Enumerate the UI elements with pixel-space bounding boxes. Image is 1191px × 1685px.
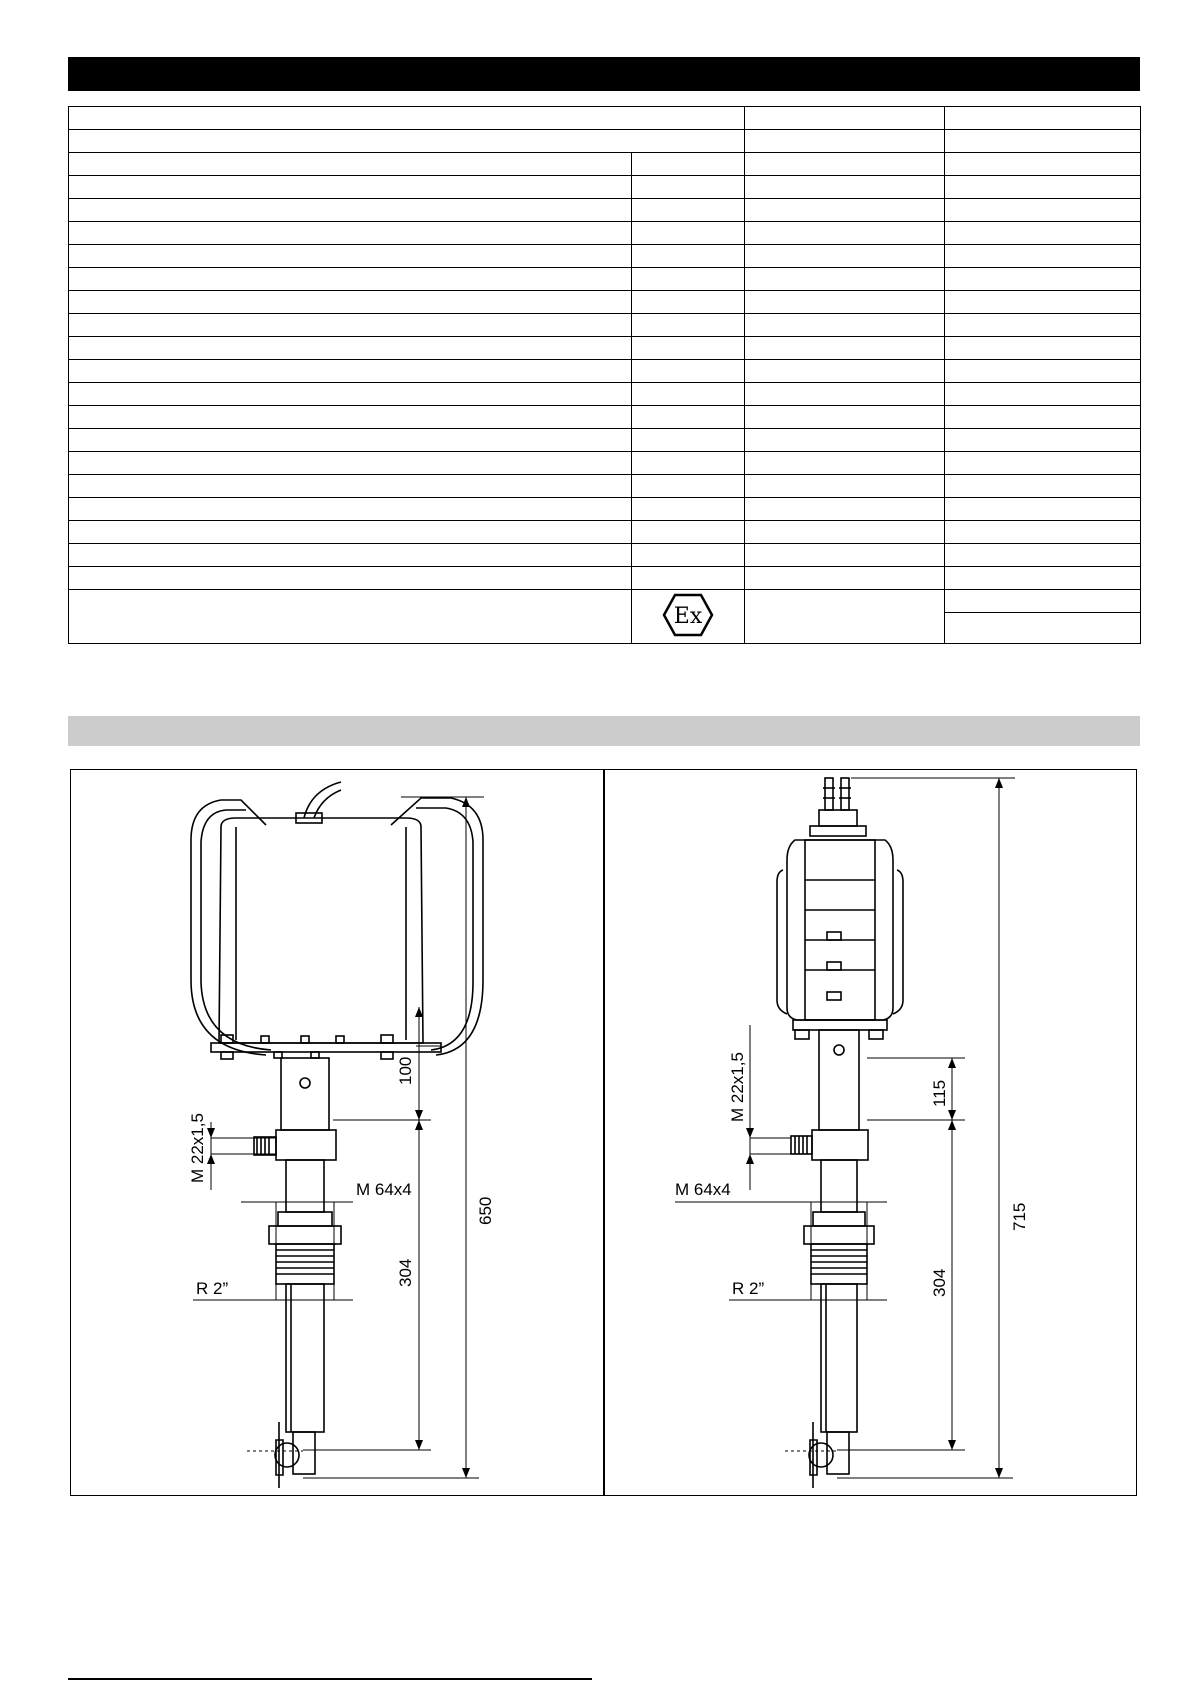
table-cell	[632, 153, 745, 176]
dim-lower-label: 304	[396, 1258, 415, 1287]
table-cell	[745, 429, 945, 452]
table-cell	[69, 383, 632, 406]
table-cell	[69, 429, 632, 452]
thread-connector-label: M 22x1,5	[728, 1052, 747, 1122]
table-cell	[632, 521, 745, 544]
table-cell	[945, 176, 1141, 199]
table-cell	[945, 498, 1141, 521]
table-cell	[632, 475, 745, 498]
table-row	[69, 452, 1141, 475]
ex-cell	[632, 590, 745, 644]
table-cell	[945, 314, 1141, 337]
table-row	[69, 199, 1141, 222]
table-cell	[745, 222, 945, 245]
table-cell	[69, 153, 632, 176]
table-row	[69, 222, 1141, 245]
table-cell	[945, 613, 1141, 644]
table-row	[69, 268, 1141, 291]
dim-upper-label: 100	[396, 1056, 415, 1085]
table-row	[69, 176, 1141, 199]
table-row	[69, 544, 1141, 567]
table-cell	[632, 452, 745, 475]
dim-upper-label: 115	[930, 1079, 949, 1107]
dim-total-label: 650	[476, 1196, 495, 1225]
table-row	[69, 360, 1141, 383]
table-cell	[945, 360, 1141, 383]
table-cell	[945, 245, 1141, 268]
table-cell	[632, 360, 745, 383]
table-cell	[945, 452, 1141, 475]
thread-pipe-label: R 2”	[196, 1279, 229, 1298]
drawing-left	[71, 770, 601, 1494]
table-cell	[745, 521, 945, 544]
table-cell	[745, 452, 945, 475]
table-cell	[632, 199, 745, 222]
table-cell	[69, 360, 632, 383]
table-cell	[945, 521, 1141, 544]
table-row	[69, 314, 1141, 337]
table-row	[69, 475, 1141, 498]
table-cell	[69, 314, 632, 337]
table-row	[69, 429, 1141, 452]
table-cell	[745, 268, 945, 291]
dim-lower-label: 304	[930, 1268, 949, 1297]
table-row	[69, 245, 1141, 268]
table-cell	[69, 544, 632, 567]
table-cell	[69, 222, 632, 245]
drawing-right	[605, 770, 1135, 1494]
table-cell	[69, 452, 632, 475]
thread-main-label: M 64x4	[356, 1180, 412, 1199]
table-row	[69, 498, 1141, 521]
table-cell	[632, 291, 745, 314]
specification-table	[68, 106, 1141, 644]
table-cell	[632, 406, 745, 429]
table-row	[69, 406, 1141, 429]
table-cell	[945, 544, 1141, 567]
table-row	[69, 521, 1141, 544]
table-cell	[945, 291, 1141, 314]
table-cell	[745, 544, 945, 567]
table-cell	[632, 268, 745, 291]
table-cell	[69, 245, 632, 268]
table-cell	[69, 521, 632, 544]
table-cell	[945, 268, 1141, 291]
table-cell	[745, 360, 945, 383]
table-cell	[632, 176, 745, 199]
table-cell	[69, 590, 632, 644]
table-cell	[945, 337, 1141, 360]
table-cell	[745, 314, 945, 337]
table-cell	[945, 222, 1141, 245]
ex-symbol-text: Ex	[673, 604, 703, 629]
section-bar	[68, 716, 1140, 746]
table-cell	[69, 498, 632, 521]
thread-main-label: M 64x4	[675, 1180, 731, 1199]
table-cell	[69, 406, 632, 429]
table-cell	[745, 176, 945, 199]
table-cell	[632, 314, 745, 337]
header-bar	[68, 57, 1140, 91]
table-cell	[745, 590, 945, 644]
table-cell	[945, 153, 1141, 176]
table-cell	[69, 567, 632, 590]
table-cell	[632, 383, 745, 406]
table-cell	[69, 199, 632, 222]
table-row	[69, 567, 1141, 590]
thread-pipe-label: R 2”	[732, 1279, 765, 1298]
table-cell	[745, 498, 945, 521]
table-cell	[745, 567, 945, 590]
table-cell	[745, 291, 945, 314]
table-cell	[945, 429, 1141, 452]
table-cell	[632, 245, 745, 268]
thread-connector-label: M 22x1,5	[188, 1113, 207, 1183]
table-cell	[945, 383, 1141, 406]
table-cell	[945, 590, 1141, 613]
dim-total-label: 715	[1010, 1202, 1029, 1231]
table-cell	[632, 544, 745, 567]
dimension-drawings	[70, 769, 1137, 1496]
table-row	[69, 291, 1141, 314]
table-cell	[745, 153, 945, 176]
table-cell	[632, 222, 745, 245]
table-cell	[69, 475, 632, 498]
table-cell	[632, 429, 745, 452]
ex-hazard-icon	[661, 592, 715, 638]
table-cell	[745, 245, 945, 268]
table-row	[69, 383, 1141, 406]
table-row	[69, 107, 1141, 130]
table-cell	[69, 337, 632, 360]
footer-rule	[68, 1678, 592, 1680]
table-cell	[745, 383, 945, 406]
table-cell	[69, 176, 632, 199]
table-cell	[632, 567, 745, 590]
table-cell	[745, 337, 945, 360]
table-cell	[945, 199, 1141, 222]
table-cell	[945, 475, 1141, 498]
table-cell	[745, 475, 945, 498]
table-cell	[632, 498, 745, 521]
table-cell	[945, 406, 1141, 429]
table-cell	[69, 268, 632, 291]
table-row	[69, 130, 1141, 153]
table-cell	[69, 291, 632, 314]
table-cell	[945, 567, 1141, 590]
table-cell	[745, 199, 945, 222]
table-row	[69, 337, 1141, 360]
table-row	[69, 590, 1141, 613]
table-cell	[745, 406, 945, 429]
table-row	[69, 153, 1141, 176]
table-cell	[632, 337, 745, 360]
